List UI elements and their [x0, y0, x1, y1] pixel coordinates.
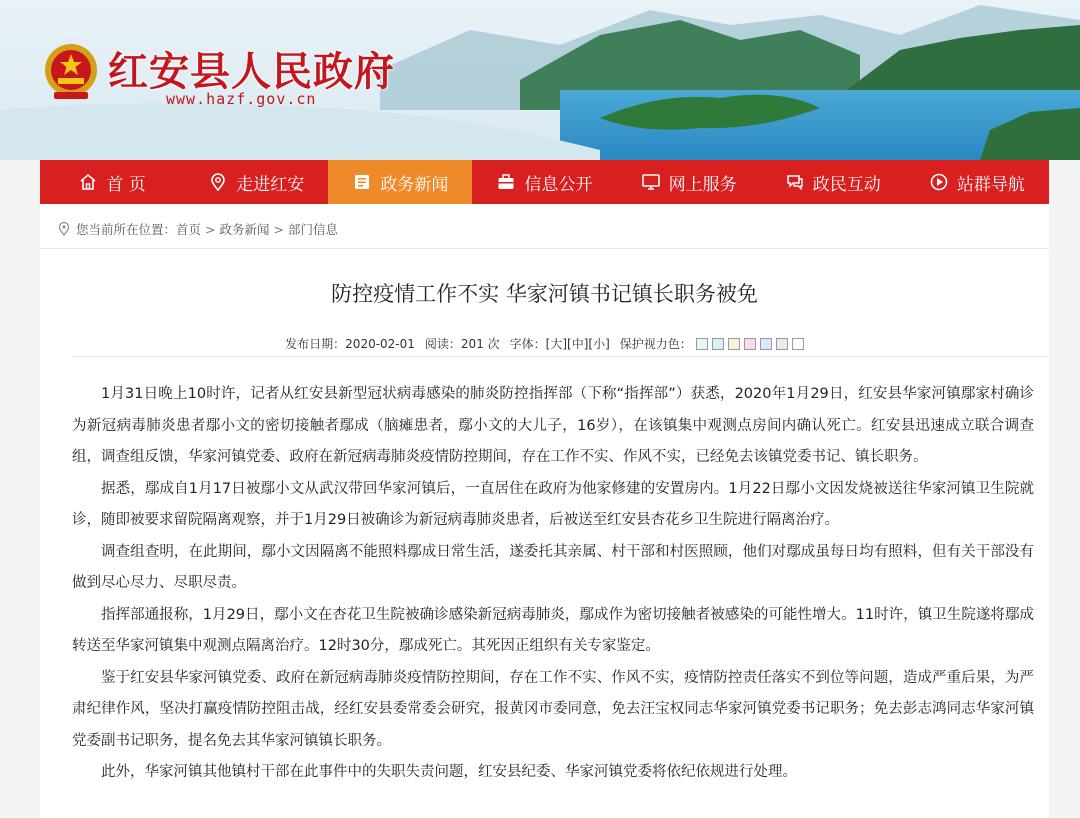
font-size-label: 字体：: [509, 337, 546, 351]
article-title: 防控疫情工作不实 华家河镇书记镇长职务被免: [331, 282, 758, 306]
site-url[interactable]: www.hazf.gov.cn: [166, 90, 317, 108]
main-nav: [40, 160, 1049, 204]
article-paragraph: 指挥部通报称，1月29日，鄢小文在杏花卫生院被确诊感染新冠病毒肺炎，鄢成作为密切接触者被感染的可能性增大。11时许，镇卫生院遂将鄢成转送至华家河镇集中观测点隔离治疗。12时30分，鄢成死亡。其死因正组织有关专家鉴定。: [72, 606, 1034, 654]
nav-item-news[interactable]: [328, 160, 472, 204]
article-paragraph: 1月31日晚上10时许，记者从红安县新型冠状病毒感染的肺炎防控指挥部（下称“指挥部”）获悉，2020年1月29日，红安县华家河镇鄢家村确诊为新冠病毒肺炎患者鄢小文的密切接触者鄢成（脑瘫患者，鄢小文的大儿子，16岁），在该镇集中观测点房间内确认死亡。红安县迅速成立联合调查组，调查组反馈，华家河镇党委、政府在新冠病毒肺炎疫情防控期间，存在工作不实、作风不实，已经免去该镇党委书记、镇长职务。: [72, 386, 1034, 465]
content-panel: [40, 204, 1049, 818]
breadcrumb-link-dept-info[interactable]: 部门信息: [288, 222, 339, 237]
breadcrumb-link-news[interactable]: 政务新闻: [219, 222, 270, 237]
site-title[interactable]: 红安县人民政府: [108, 48, 395, 95]
home-icon: [78, 172, 98, 192]
location-pin-icon: [58, 222, 70, 236]
briefcase-icon: [496, 172, 516, 192]
article-paragraph: 此外，华家河镇其他镇村干部在此事件中的失职失责问题，红安县纪委、华家河镇党委将依纪依规进行处理。: [101, 764, 797, 780]
nav-item-label: 政民互动: [812, 174, 881, 195]
eye-protection-label: 保护视力色：: [619, 337, 692, 351]
news-icon: [352, 172, 372, 192]
divider: [72, 356, 1047, 357]
eye-color-swatch[interactable]: [760, 338, 772, 350]
divider: [40, 248, 1049, 249]
article-paragraph: 调查组查明，在此期间，鄢小文因隔离不能照料鄢成日常生活，遂委托其亲属、村干部和村医照顾，他们对鄢成虽每日均有照料，但有关干部没有做到尽心尽力、尽职尽责。: [72, 543, 1034, 591]
eye-color-swatch[interactable]: [792, 338, 804, 350]
font-size-large-button[interactable]: [大]: [545, 337, 568, 351]
eye-color-swatch[interactable]: [776, 338, 788, 350]
eye-color-swatch[interactable]: [696, 338, 708, 350]
article-paragraph: 鉴于红安县华家河镇党委、政府在新冠病毒肺炎疫情防控期间，存在工作不实、作风不实，疫情防控责任落实不到位等问题，造成严重后果，为严肃纪律作风，坚决打赢疫情防控阻击战，经红安县委常委会研究，报黄冈市委同意，免去汪宝权同志华家河镇党委书记职务；免去彭志鸿同志华家河镇党委副书记职务，提名免去其华家河镇镇长职务。: [72, 669, 1034, 749]
nav-item-label: 首 页: [106, 174, 146, 195]
nav-item-label: 走进红安: [236, 174, 305, 195]
article-paragraph: 据悉，鄢成自1月17日被鄢小文从武汉带回华家河镇后，一直居住在政府为他家修建的安置房内。1月22日鄢小文因发烧被送往华家河镇卫生院就诊，随即被要求留院隔离观察，并于1月29日被确诊为新冠病毒肺炎患者，后被送至红安县杏花乡卫生院进行隔离治疗。: [72, 480, 1034, 528]
location-pin-icon: [208, 172, 228, 192]
eye-color-swatches: [696, 338, 804, 350]
view-count: 阅读：201 次: [424, 337, 500, 351]
nav-item-home[interactable]: [40, 160, 184, 204]
nav-item-online-service[interactable]: [617, 160, 761, 204]
breadcrumb-separator: >: [273, 221, 285, 237]
navigation-icon: [929, 172, 949, 192]
breadcrumb-separator: >: [205, 221, 216, 237]
nav-item-label: 站群导航: [956, 174, 1025, 195]
publish-date: 发布日期：2020-02-01: [285, 337, 415, 351]
breadcrumb-link-home[interactable]: 首页: [176, 222, 202, 237]
font-size-small-button[interactable]: [小]: [588, 337, 610, 351]
nav-item-label: 政务新闻: [380, 174, 449, 195]
article-body: [72, 379, 1034, 789]
nav-item-label: 信息公开: [524, 174, 593, 195]
eye-color-swatch[interactable]: [744, 338, 756, 350]
monitor-icon: [641, 172, 661, 192]
eye-color-swatch[interactable]: [712, 338, 724, 350]
article-meta: [40, 335, 1049, 352]
nav-item-info[interactable]: [472, 160, 616, 204]
eye-color-swatch[interactable]: [728, 338, 740, 350]
breadcrumb-prefix: 您当前所在位置：: [76, 222, 177, 237]
chat-icon: [785, 172, 805, 192]
nav-item-site-nav[interactable]: [905, 160, 1049, 204]
font-size-medium-button[interactable]: [中]: [567, 337, 589, 351]
header-banner: [0, 0, 1080, 160]
national-emblem-icon: [42, 42, 100, 102]
nav-item-about[interactable]: [184, 160, 328, 204]
nav-item-label: 网上服务: [668, 174, 737, 195]
nav-item-interaction[interactable]: [761, 160, 905, 204]
breadcrumb: [58, 220, 338, 238]
